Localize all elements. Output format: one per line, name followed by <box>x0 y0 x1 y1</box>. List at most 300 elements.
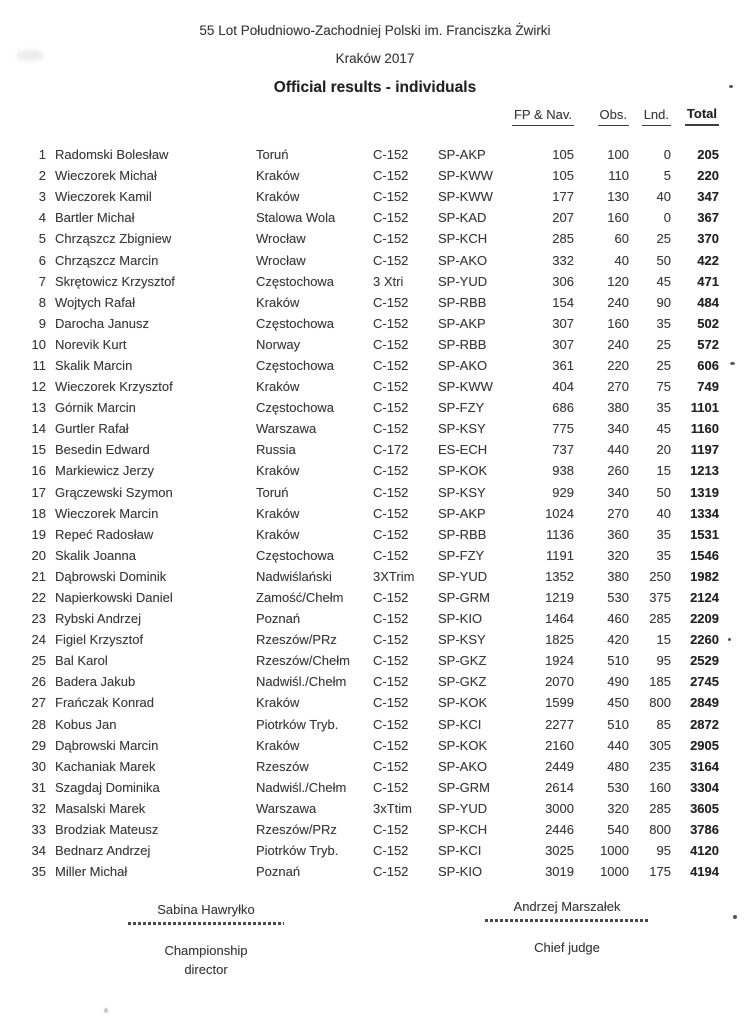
lnd-score-cell: 25 <box>656 357 671 373</box>
aircraft-type-cell: C-152 <box>373 294 409 310</box>
obs-score-cell: 320 <box>607 547 629 563</box>
town-cell: Rzeszów <box>256 758 309 774</box>
name-cell: Bartler Michał <box>55 210 135 226</box>
total-score-cell: 4194 <box>690 864 719 880</box>
obs-score-cell: 380 <box>607 400 629 416</box>
fp-nav-score-cell: 285 <box>552 231 574 247</box>
rank-cell: 35 <box>31 864 46 880</box>
fp-nav-score-cell: 2449 <box>545 758 574 774</box>
registration-cell: SP-KSY <box>438 632 486 648</box>
registration-cell: SP-RBB <box>438 294 487 310</box>
lnd-score-cell: 0 <box>663 147 671 163</box>
name-cell: Kobus Jan <box>55 716 117 732</box>
obs-score-cell: 450 <box>607 695 629 711</box>
obs-score-cell: 100 <box>607 147 629 163</box>
aircraft-type-cell: C-152 <box>373 421 409 437</box>
rank-cell: 23 <box>31 611 46 627</box>
rank-cell: 25 <box>31 653 46 669</box>
rank-cell: 7 <box>38 273 46 289</box>
fp-nav-score-cell: 2446 <box>545 822 574 838</box>
fp-nav-score-cell: 1825 <box>545 632 574 648</box>
rank-cell: 22 <box>31 590 46 606</box>
aircraft-type-cell: C-152 <box>373 147 409 163</box>
obs-score-cell: 260 <box>607 463 629 479</box>
town-cell: Nadwiśl./Chełm <box>256 779 347 795</box>
town-cell: Warszawa <box>256 421 317 437</box>
name-cell: Dąbrowski Dominik <box>55 568 167 584</box>
town-cell: Wrocław <box>256 252 306 268</box>
town-cell: Norway <box>256 336 301 352</box>
lnd-score-cell: 185 <box>649 674 671 690</box>
name-cell: Norevik Kurt <box>55 336 127 352</box>
obs-score-cell: 490 <box>607 674 629 690</box>
registration-cell: SP-KCI <box>438 843 482 859</box>
aircraft-type-cell: C-152 <box>373 590 409 606</box>
lnd-score-cell: 235 <box>649 758 671 774</box>
table-row <box>0 503 719 524</box>
table-header-row <box>0 106 719 126</box>
town-cell: Zamość/Chełm <box>256 590 344 606</box>
lnd-score-cell: 5 <box>663 168 671 184</box>
lnd-score-cell: 285 <box>649 800 671 816</box>
lnd-score-cell: 40 <box>656 505 671 521</box>
rank-cell: 3 <box>38 189 46 205</box>
town-cell: Wrocław <box>256 231 306 247</box>
registration-cell: SP-KSY <box>438 484 486 500</box>
lnd-score-cell: 45 <box>656 273 671 289</box>
aircraft-type-cell: C-152 <box>373 400 409 416</box>
rank-cell: 14 <box>31 421 46 437</box>
lnd-score-cell: 285 <box>649 611 671 627</box>
event-title: 55 Lot Południowo-Zachodniej Polski im. Franciszka Żwirki <box>199 23 551 38</box>
lnd-score-cell: 25 <box>656 231 671 247</box>
aircraft-type-cell: C-152 <box>373 547 409 563</box>
registration-cell: SP-KOK <box>438 737 488 753</box>
rank-cell: 21 <box>31 568 46 584</box>
rank-cell: 20 <box>31 547 46 563</box>
table-row <box>0 692 719 713</box>
fp-nav-score-cell: 775 <box>552 421 574 437</box>
fp-nav-score-cell: 207 <box>552 210 574 226</box>
total-score-cell: 1546 <box>690 547 719 563</box>
fp-nav-score-cell: 105 <box>552 168 574 184</box>
aircraft-type-cell: C-172 <box>373 442 409 458</box>
name-cell: Markiewicz Jerzy <box>55 463 154 479</box>
fp-nav-score-cell: 154 <box>552 294 574 310</box>
town-cell: Częstochowa <box>256 273 335 289</box>
lnd-score-cell: 0 <box>663 210 671 226</box>
fp-nav-score-cell: 307 <box>552 315 574 331</box>
name-cell: Wieczorek Marcin <box>55 505 159 521</box>
rank-cell: 31 <box>31 779 46 795</box>
town-cell: Toruń <box>256 484 289 500</box>
lnd-score-cell: 95 <box>656 843 671 859</box>
total-score-cell: 572 <box>697 336 719 352</box>
rank-cell: 12 <box>31 379 46 395</box>
total-score-cell: 1197 <box>690 442 719 458</box>
table-row <box>0 735 719 756</box>
lnd-score-cell: 35 <box>656 400 671 416</box>
name-cell: Skalik Joanna <box>55 547 136 563</box>
aircraft-type-cell: C-152 <box>373 379 409 395</box>
rank-cell: 5 <box>38 231 46 247</box>
registration-cell: SP-YUD <box>438 800 488 816</box>
name-cell: Wojtych Rafał <box>55 294 135 310</box>
event-location-year: Kraków 2017 <box>335 51 415 66</box>
total-score-cell: 1101 <box>690 400 719 416</box>
fp-nav-score-cell: 2277 <box>545 716 574 732</box>
obs-score-cell: 340 <box>607 421 629 437</box>
lnd-score-cell: 35 <box>656 547 671 563</box>
fp-nav-score-cell: 929 <box>552 484 574 500</box>
rank-cell: 9 <box>38 315 46 331</box>
column-header-lnd: Lnd. <box>629 107 671 126</box>
registration-cell: SP-AKP <box>438 505 486 521</box>
registration-cell: SP-KOK <box>438 695 488 711</box>
total-score-cell: 2849 <box>690 695 719 711</box>
name-cell: Rybski Andrzej <box>55 611 141 627</box>
obs-score-cell: 340 <box>607 484 629 500</box>
scan-artifact <box>730 362 735 365</box>
fp-nav-score-cell: 737 <box>552 442 574 458</box>
aircraft-type-cell: C-152 <box>373 864 409 880</box>
registration-cell: SP-KOK <box>438 463 488 479</box>
rank-cell: 19 <box>31 526 46 542</box>
rank-cell: 26 <box>31 674 46 690</box>
rank-cell: 1 <box>38 147 46 163</box>
registration-cell: SP-KIO <box>438 611 483 627</box>
name-cell: Besedin Edward <box>55 442 150 458</box>
table-row <box>0 819 719 840</box>
fp-nav-score-cell: 3025 <box>545 843 574 859</box>
lnd-score-cell: 250 <box>649 568 671 584</box>
table-row <box>0 355 719 376</box>
town-cell: Kraków <box>256 737 300 753</box>
fp-nav-score-cell: 686 <box>552 400 574 416</box>
total-score-cell: 2745 <box>690 674 719 690</box>
rank-cell: 4 <box>38 210 46 226</box>
lnd-score-cell: 375 <box>649 590 671 606</box>
fp-nav-score-cell: 2160 <box>545 737 574 753</box>
lnd-score-cell: 800 <box>649 695 671 711</box>
name-cell: Chrząszcz Zbigniew <box>55 231 172 247</box>
fp-nav-score-cell: 1924 <box>545 653 574 669</box>
registration-cell: SP-KCI <box>438 716 482 732</box>
signature-line <box>128 922 284 925</box>
total-score-cell: 502 <box>697 315 719 331</box>
signature-block-director <box>128 902 284 979</box>
name-cell: Gurtler Rafał <box>55 421 129 437</box>
lnd-score-cell: 95 <box>656 653 671 669</box>
column-header-fp-nav: FP & Nav. <box>510 107 574 126</box>
town-cell: Częstochowa <box>256 400 335 416</box>
scan-artifact <box>104 1008 108 1013</box>
town-cell: Rzeszów/PRz <box>256 632 337 648</box>
fp-nav-score-cell: 105 <box>552 147 574 163</box>
town-cell: Russia <box>256 442 296 458</box>
table-row <box>0 207 719 228</box>
director-name: Sabina Hawryłko <box>157 902 255 917</box>
total-score-cell: 205 <box>697 147 719 163</box>
obs-score-cell: 240 <box>607 336 629 352</box>
obs-score-cell: 540 <box>607 822 629 838</box>
table-row <box>0 376 719 397</box>
scan-artifact <box>16 50 44 61</box>
scan-artifact <box>728 638 731 641</box>
chief-judge-role: Chief judge <box>534 940 600 955</box>
lnd-score-cell: 90 <box>656 294 671 310</box>
name-cell: Bednarz Andrzej <box>55 843 151 859</box>
town-cell: Nadwiślański <box>256 568 332 584</box>
rank-cell: 24 <box>31 632 46 648</box>
town-cell: Częstochowa <box>256 315 335 331</box>
fp-nav-score-cell: 3019 <box>545 864 574 880</box>
lnd-score-cell: 50 <box>656 484 671 500</box>
total-score-cell: 3786 <box>690 822 719 838</box>
town-cell: Kraków <box>256 168 300 184</box>
fp-nav-score-cell: 177 <box>552 189 574 205</box>
lnd-score-cell: 75 <box>656 379 671 395</box>
total-score-cell: 220 <box>697 168 719 184</box>
total-score-cell: 422 <box>697 252 719 268</box>
total-score-cell: 2209 <box>690 611 719 627</box>
town-cell: Kraków <box>256 526 300 542</box>
table-row <box>0 756 719 777</box>
table-row <box>0 165 719 186</box>
registration-cell: SP-KWW <box>438 168 493 184</box>
aircraft-type-cell: C-152 <box>373 653 409 669</box>
table-row <box>0 777 719 798</box>
town-cell: Rzeszów/Chełm <box>256 653 350 669</box>
table-row <box>0 714 719 735</box>
table-row <box>0 460 719 481</box>
registration-cell: SP-KSY <box>438 421 486 437</box>
table-row <box>0 608 719 629</box>
town-cell: Poznań <box>256 864 301 880</box>
table-row <box>0 249 719 270</box>
table-row <box>0 524 719 545</box>
fp-nav-score-cell: 307 <box>552 336 574 352</box>
aircraft-type-cell: C-152 <box>373 210 409 226</box>
total-score-cell: 2529 <box>690 653 719 669</box>
results-table-body <box>0 144 719 882</box>
name-cell: Darocha Janusz <box>55 315 149 331</box>
town-cell: Kraków <box>256 695 300 711</box>
fp-nav-score-cell: 361 <box>552 357 574 373</box>
town-cell: Częstochowa <box>256 357 335 373</box>
fp-nav-score-cell: 1191 <box>546 547 574 563</box>
aircraft-type-cell: C-152 <box>373 463 409 479</box>
total-score-cell: 3164 <box>690 758 719 774</box>
fp-nav-score-cell: 938 <box>552 463 574 479</box>
rank-cell: 13 <box>31 400 46 416</box>
town-cell: Kraków <box>256 505 300 521</box>
name-cell: Figiel Krzysztof <box>55 632 144 648</box>
table-row <box>0 650 719 671</box>
town-cell: Kraków <box>256 379 300 395</box>
lnd-score-cell: 85 <box>656 716 671 732</box>
total-score-cell: 2905 <box>690 737 719 753</box>
table-row <box>0 861 719 882</box>
obs-score-cell: 1000 <box>600 843 629 859</box>
obs-score-cell: 270 <box>607 379 629 395</box>
aircraft-type-cell: C-152 <box>373 695 409 711</box>
name-cell: Bal Karol <box>55 653 108 669</box>
name-cell: Frańczak Konrad <box>55 695 154 711</box>
fp-nav-score-cell: 332 <box>552 252 574 268</box>
aircraft-type-cell: C-152 <box>373 231 409 247</box>
rank-cell: 15 <box>31 442 46 458</box>
registration-cell: SP-AKP <box>438 147 486 163</box>
aircraft-type-cell: C-152 <box>373 843 409 859</box>
table-row <box>0 840 719 861</box>
rank-cell: 29 <box>31 737 46 753</box>
aircraft-type-cell: C-152 <box>373 758 409 774</box>
total-score-cell: 1982 <box>690 568 719 584</box>
obs-score-cell: 420 <box>607 632 629 648</box>
aircraft-type-cell: C-152 <box>373 357 409 373</box>
aircraft-type-cell: C-152 <box>373 189 409 205</box>
town-cell: Piotrków Tryb. <box>256 716 339 732</box>
chief-judge-name: Andrzej Marszałek <box>513 899 621 914</box>
fp-nav-score-cell: 1219 <box>545 590 574 606</box>
total-score-cell: 1531 <box>690 526 719 542</box>
registration-cell: SP-RBB <box>438 526 487 542</box>
rank-cell: 11 <box>32 357 46 373</box>
total-score-cell: 347 <box>697 189 719 205</box>
rank-cell: 33 <box>31 822 46 838</box>
fp-nav-score-cell: 1024 <box>545 505 574 521</box>
rank-cell: 6 <box>38 252 46 268</box>
rank-cell: 8 <box>38 294 46 310</box>
aircraft-type-cell: C-152 <box>373 779 409 795</box>
fp-nav-score-cell: 306 <box>552 273 574 289</box>
table-row <box>0 671 719 692</box>
rank-cell: 30 <box>31 758 46 774</box>
aircraft-type-cell: 3xTtim <box>373 800 412 816</box>
aircraft-type-cell: C-152 <box>373 716 409 732</box>
total-score-cell: 367 <box>697 210 719 226</box>
aircraft-type-cell: C-152 <box>373 822 409 838</box>
column-header-obs: Obs. <box>574 107 629 126</box>
registration-cell: SP-FZY <box>438 547 485 563</box>
fp-nav-score-cell: 1599 <box>545 695 574 711</box>
total-score-cell: 484 <box>697 294 719 310</box>
lnd-score-cell: 40 <box>656 189 671 205</box>
obs-score-cell: 460 <box>607 611 629 627</box>
registration-cell: SP-AKO <box>438 758 488 774</box>
registration-cell: SP-GKZ <box>438 653 487 669</box>
town-cell: Nadwiśl./Chełm <box>256 674 347 690</box>
obs-score-cell: 110 <box>608 168 629 184</box>
name-cell: Skrętowicz Krzysztof <box>55 273 175 289</box>
lnd-score-cell: 45 <box>656 421 671 437</box>
obs-score-cell: 270 <box>607 505 629 521</box>
aircraft-type-cell: C-152 <box>373 737 409 753</box>
obs-score-cell: 480 <box>607 758 629 774</box>
aircraft-type-cell: C-152 <box>373 336 409 352</box>
rank-cell: 16 <box>31 463 46 479</box>
lnd-score-cell: 15 <box>656 632 671 648</box>
obs-score-cell: 130 <box>607 189 629 205</box>
total-score-cell: 1213 <box>690 463 719 479</box>
lnd-score-cell: 50 <box>656 252 671 268</box>
signature-line <box>485 919 649 922</box>
town-cell: Kraków <box>256 294 300 310</box>
lnd-score-cell: 20 <box>656 442 671 458</box>
name-cell: Chrząszcz Marcin <box>55 252 159 268</box>
table-row <box>0 418 719 439</box>
total-score-cell: 2260 <box>690 632 719 648</box>
rank-cell: 10 <box>31 336 46 352</box>
town-cell: Częstochowa <box>256 547 335 563</box>
table-row <box>0 334 719 355</box>
table-row <box>0 228 719 249</box>
name-cell: Kachaniak Marek <box>55 758 156 774</box>
registration-cell: SP-AKP <box>438 315 486 331</box>
registration-cell: SP-AKO <box>438 252 488 268</box>
obs-score-cell: 440 <box>607 737 629 753</box>
aircraft-type-cell: C-152 <box>373 484 409 500</box>
table-row <box>0 566 719 587</box>
obs-score-cell: 510 <box>607 716 629 732</box>
signature-block-chief-judge <box>485 899 649 957</box>
town-cell: Stalowa Wola <box>256 210 336 226</box>
table-row <box>0 587 719 608</box>
registration-cell: SP-GKZ <box>438 674 487 690</box>
town-cell: Kraków <box>256 463 300 479</box>
name-cell: Miller Michał <box>55 864 128 880</box>
town-cell: Toruń <box>256 147 289 163</box>
obs-score-cell: 360 <box>607 526 629 542</box>
town-cell: Piotrków Tryb. <box>256 843 339 859</box>
aircraft-type-cell: C-152 <box>373 252 409 268</box>
total-score-cell: 1334 <box>690 505 719 521</box>
director-role-line2: director <box>184 962 228 977</box>
name-cell: Wieczorek Kamil <box>55 189 152 205</box>
table-row <box>0 482 719 503</box>
lnd-score-cell: 35 <box>656 526 671 542</box>
total-score-cell: 1319 <box>690 484 719 500</box>
fp-nav-score-cell: 2070 <box>545 674 574 690</box>
registration-cell: SP-AKO <box>438 357 488 373</box>
aircraft-type-cell: C-152 <box>373 505 409 521</box>
table-row <box>0 397 719 418</box>
registration-cell: SP-FZY <box>438 400 485 416</box>
obs-score-cell: 530 <box>607 590 629 606</box>
scan-artifact <box>733 915 737 919</box>
table-row <box>0 292 719 313</box>
obs-score-cell: 530 <box>607 779 629 795</box>
obs-score-cell: 120 <box>607 273 629 289</box>
lnd-score-cell: 15 <box>656 463 671 479</box>
name-cell: Skalik Marcin <box>55 357 133 373</box>
aircraft-type-cell: C-152 <box>373 315 409 331</box>
rank-cell: 17 <box>31 484 46 500</box>
obs-score-cell: 40 <box>614 252 629 268</box>
fp-nav-score-cell: 3000 <box>545 800 574 816</box>
total-score-cell: 370 <box>697 231 719 247</box>
registration-cell: SP-KCH <box>438 231 488 247</box>
aircraft-type-cell: 3 Xtri <box>373 273 404 289</box>
registration-cell: SP-YUD <box>438 568 488 584</box>
name-cell: Dąbrowski Marcin <box>55 737 159 753</box>
registration-cell: SP-KIO <box>438 864 483 880</box>
obs-score-cell: 60 <box>614 231 629 247</box>
total-score-cell: 2124 <box>690 590 719 606</box>
fp-nav-score-cell: 1136 <box>546 526 574 542</box>
table-row <box>0 798 719 819</box>
